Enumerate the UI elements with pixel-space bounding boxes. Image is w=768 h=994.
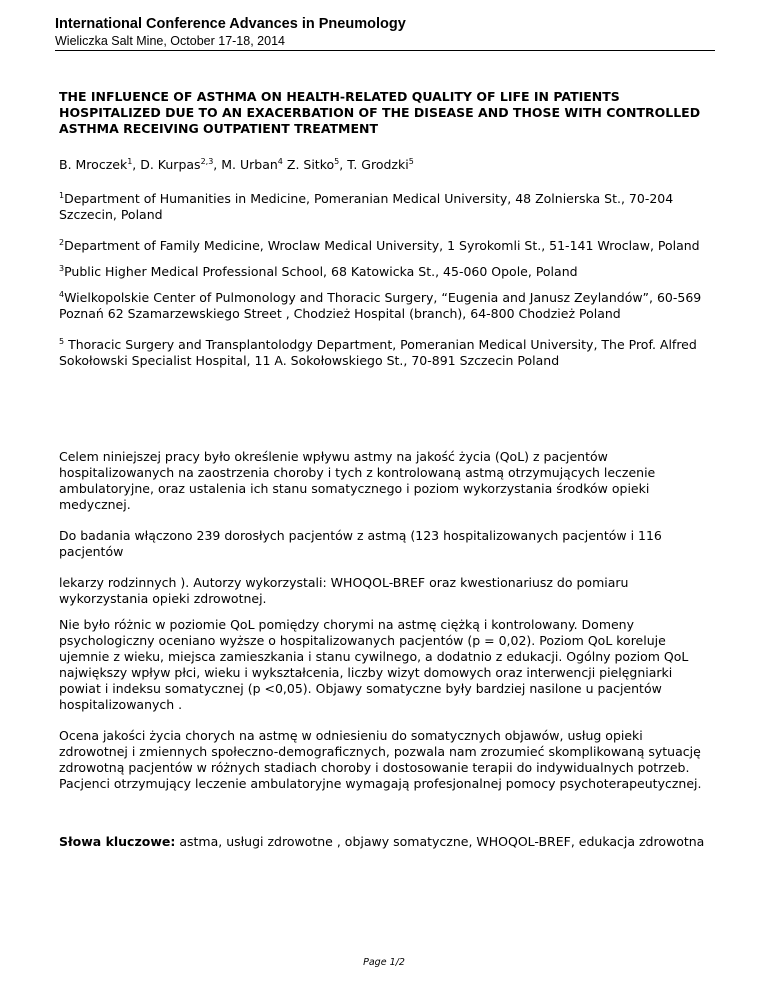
affiliation-sup: 4 — [59, 290, 65, 299]
paper-content — [59, 89, 711, 850]
author-name: Z. Sitko — [286, 157, 335, 172]
affiliation-text: Department of Family Medicine, Wroclaw Medical University, 1 Syrokomli St., 51-141 Wroclaw, Poland — [64, 238, 700, 253]
abstract-paragraph: Celem niniejszej pracy było określenie wpływu astmy na jakość życia (QoL) z pacjentów hospitalizowanych na zaostrzenia choroby i tych z kontrolowaną astmą otrzymujących leczenie ambulatoryjne, oraz ustalenia ich stanu somatycznego i poziom wykorzystania środków opieki medycznej. — [59, 449, 656, 512]
author-sep: , — [132, 157, 141, 172]
author-name: B. Mroczek — [59, 157, 128, 172]
affiliation-sup: 5 — [59, 337, 65, 346]
author-sup: 5 — [408, 157, 414, 166]
abstract-paragraph: lekarzy rodzinnych ). Autorzy wykorzystali: WHOQOL-BREF oraz kwestionariusz do pomiaru wykorzystania opieki zdrowotnej. — [59, 575, 629, 606]
author-sup: 5 — [334, 157, 340, 166]
affiliation — [59, 264, 711, 280]
author-name: T. Grodzki — [347, 157, 409, 172]
author-name: D. Kurpas — [140, 157, 201, 172]
keywords-label: Słowa kluczowe: — [59, 834, 176, 849]
keywords — [59, 834, 711, 850]
affiliation-text: Wielkopolskie Center of Pulmonology and Thoracic Surgery, “Eugenia and Janusz Zeylandów”, 60-569 Poznań 62 Szamarzewskiego Street , Chodzież Hospital (branch), 64-800 Chodzież Poland — [59, 290, 702, 321]
affiliation-sup: 3 — [59, 264, 65, 273]
affiliation — [59, 290, 711, 322]
abstract-paragraph: Do badania włączono 239 dorosłych pacjentów z astmą (123 hospitalizowanych pacjentów i 116 pacjentów — [59, 528, 662, 559]
affiliation — [59, 191, 711, 223]
conference-title: International Conference Advances in Pneumology — [55, 16, 406, 32]
author-sup: 2,3 — [200, 157, 214, 166]
paper-title: THE INFLUENCE OF ASTHMA ON HEALTH-RELATED QUALITY OF LIFE IN PATIENTS HOSPITALIZED DUE TO AN EXACERBATION OF THE DISEASE AND THOSE WITH CONTROLLED ASTHMA RECEIVING OUTPATIENT TREATMENT — [59, 89, 701, 136]
abstract-paragraph: Nie było różnic w poziomie QoL pomiędzy chorymi na astmę ciężką i kontrolowany. Domeny psychologiczny oceniano wyższe o hospitalizowanych pacjentów (p = 0,02). Poziom QoL koreluje ujemnie z wieku, miejsca zamieszkania i stanu cywilnego, a dodatnio z edukacji. Ogólny poziom QoL największy wpływ płci, wieku i wykształcenia, liczby wizyt domowych oraz interwencji pielęgniarki powiat i indeksu somatycznej (p <0,05). Objawy somatyczne były bardziej nasilone u pacjentów hospitalizowanych . — [59, 617, 689, 712]
author-sep: , — [213, 157, 222, 172]
author-sep: , — [339, 157, 348, 172]
affiliation-text: Thoracic Surgery and Transplantolodgy Department, Pomeranian Medical University, The Prof. Alfred Sokołowski Specialist Hospital, 11 A. Sokołowskiego St., 70-891 Szczecin Poland — [59, 337, 697, 368]
conference-venue-date: Wieliczka Salt Mine, October 17-18, 2014 — [55, 34, 285, 48]
affiliation-sup: 1 — [59, 191, 65, 200]
header-rule — [55, 50, 715, 51]
affiliation — [59, 337, 711, 369]
page-number: Page 1/2 — [363, 957, 405, 968]
keywords-text: astma, usługi zdrowotne , objawy somatyczne, WHOQOL-BREF, edukacja zdrowotna — [175, 834, 705, 849]
author-sup: 4 — [277, 157, 283, 166]
author-sup: 1 — [127, 157, 133, 166]
author-name: M. Urban — [221, 157, 278, 172]
affiliation-sup: 2 — [59, 238, 65, 247]
author-list — [59, 157, 711, 173]
affiliation — [59, 238, 711, 254]
abstract-paragraph: Ocena jakości życia chorych na astmę w odniesieniu do somatycznych objawów, usług opieki zdrowotnej i zmiennych społeczno-demograficznych, pozwala nam zrozumieć skomplikowaną sytuację zdrowotną pacjentów w różnych stadiach choroby i dostosowanie terapii do indywidualnych potrzeb. Pacjenci otrzymujący leczenie ambulatoryjne wymagają profesjonalnej pomocy psychoterapeutycznej. — [59, 728, 702, 791]
page-header — [55, 16, 715, 49]
affiliation-text: Department of Humanities in Medicine, Pomeranian Medical University, 48 Zolnierska St., 70-204 Szczecin, Poland — [59, 191, 674, 222]
affiliation-text: Public Higher Medical Professional School, 68 Katowicka St., 45-060 Opole, Poland — [64, 264, 578, 279]
